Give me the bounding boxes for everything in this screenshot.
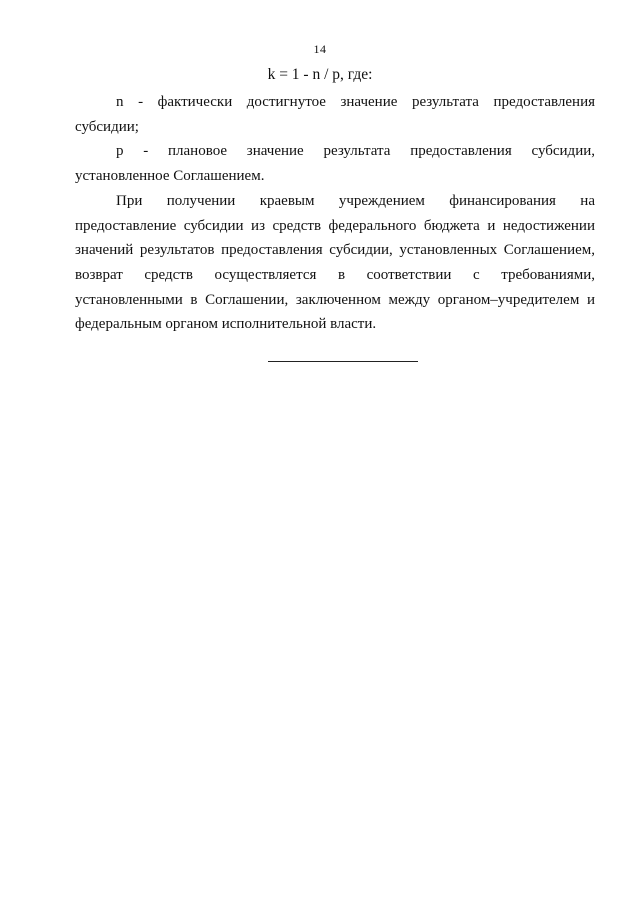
definition-p	[75, 139, 595, 188]
document-body	[75, 90, 595, 337]
definition-p-line-1: p - плановое значение результата предоставления субсидии,	[116, 143, 595, 160]
formula: k = 1 - n / p, где:	[267, 66, 373, 83]
definition-n-line-2: субсидии;	[75, 118, 139, 135]
main-paragraph-line-6: федеральным органом исполнительной власти.	[75, 316, 377, 333]
definition-n-line-1: n - фактически достигнутое значение результата предоставления	[116, 94, 595, 110]
main-paragraph-line-5: установленными в Соглашении, заключенном между органом–учредителем и	[75, 291, 595, 308]
main-paragraph-line-3: значений результатов предоставления субсидии, установленных Соглашением,	[75, 242, 595, 259]
main-paragraph-line-4: возврат средств осуществляется в соответствии с требованиями,	[75, 266, 595, 283]
definition-n	[75, 90, 595, 139]
page-number: 14	[313, 42, 327, 56]
main-paragraph-line-2: предоставление субсидии из средств федерального бюджета и недостижении	[75, 217, 595, 234]
main-paragraph	[75, 189, 595, 337]
closing-rule	[268, 361, 418, 362]
main-paragraph-line-1: При получении краевым учреждением финансирования на	[116, 192, 595, 209]
definition-p-line-2: установленное Соглашением.	[75, 168, 265, 185]
